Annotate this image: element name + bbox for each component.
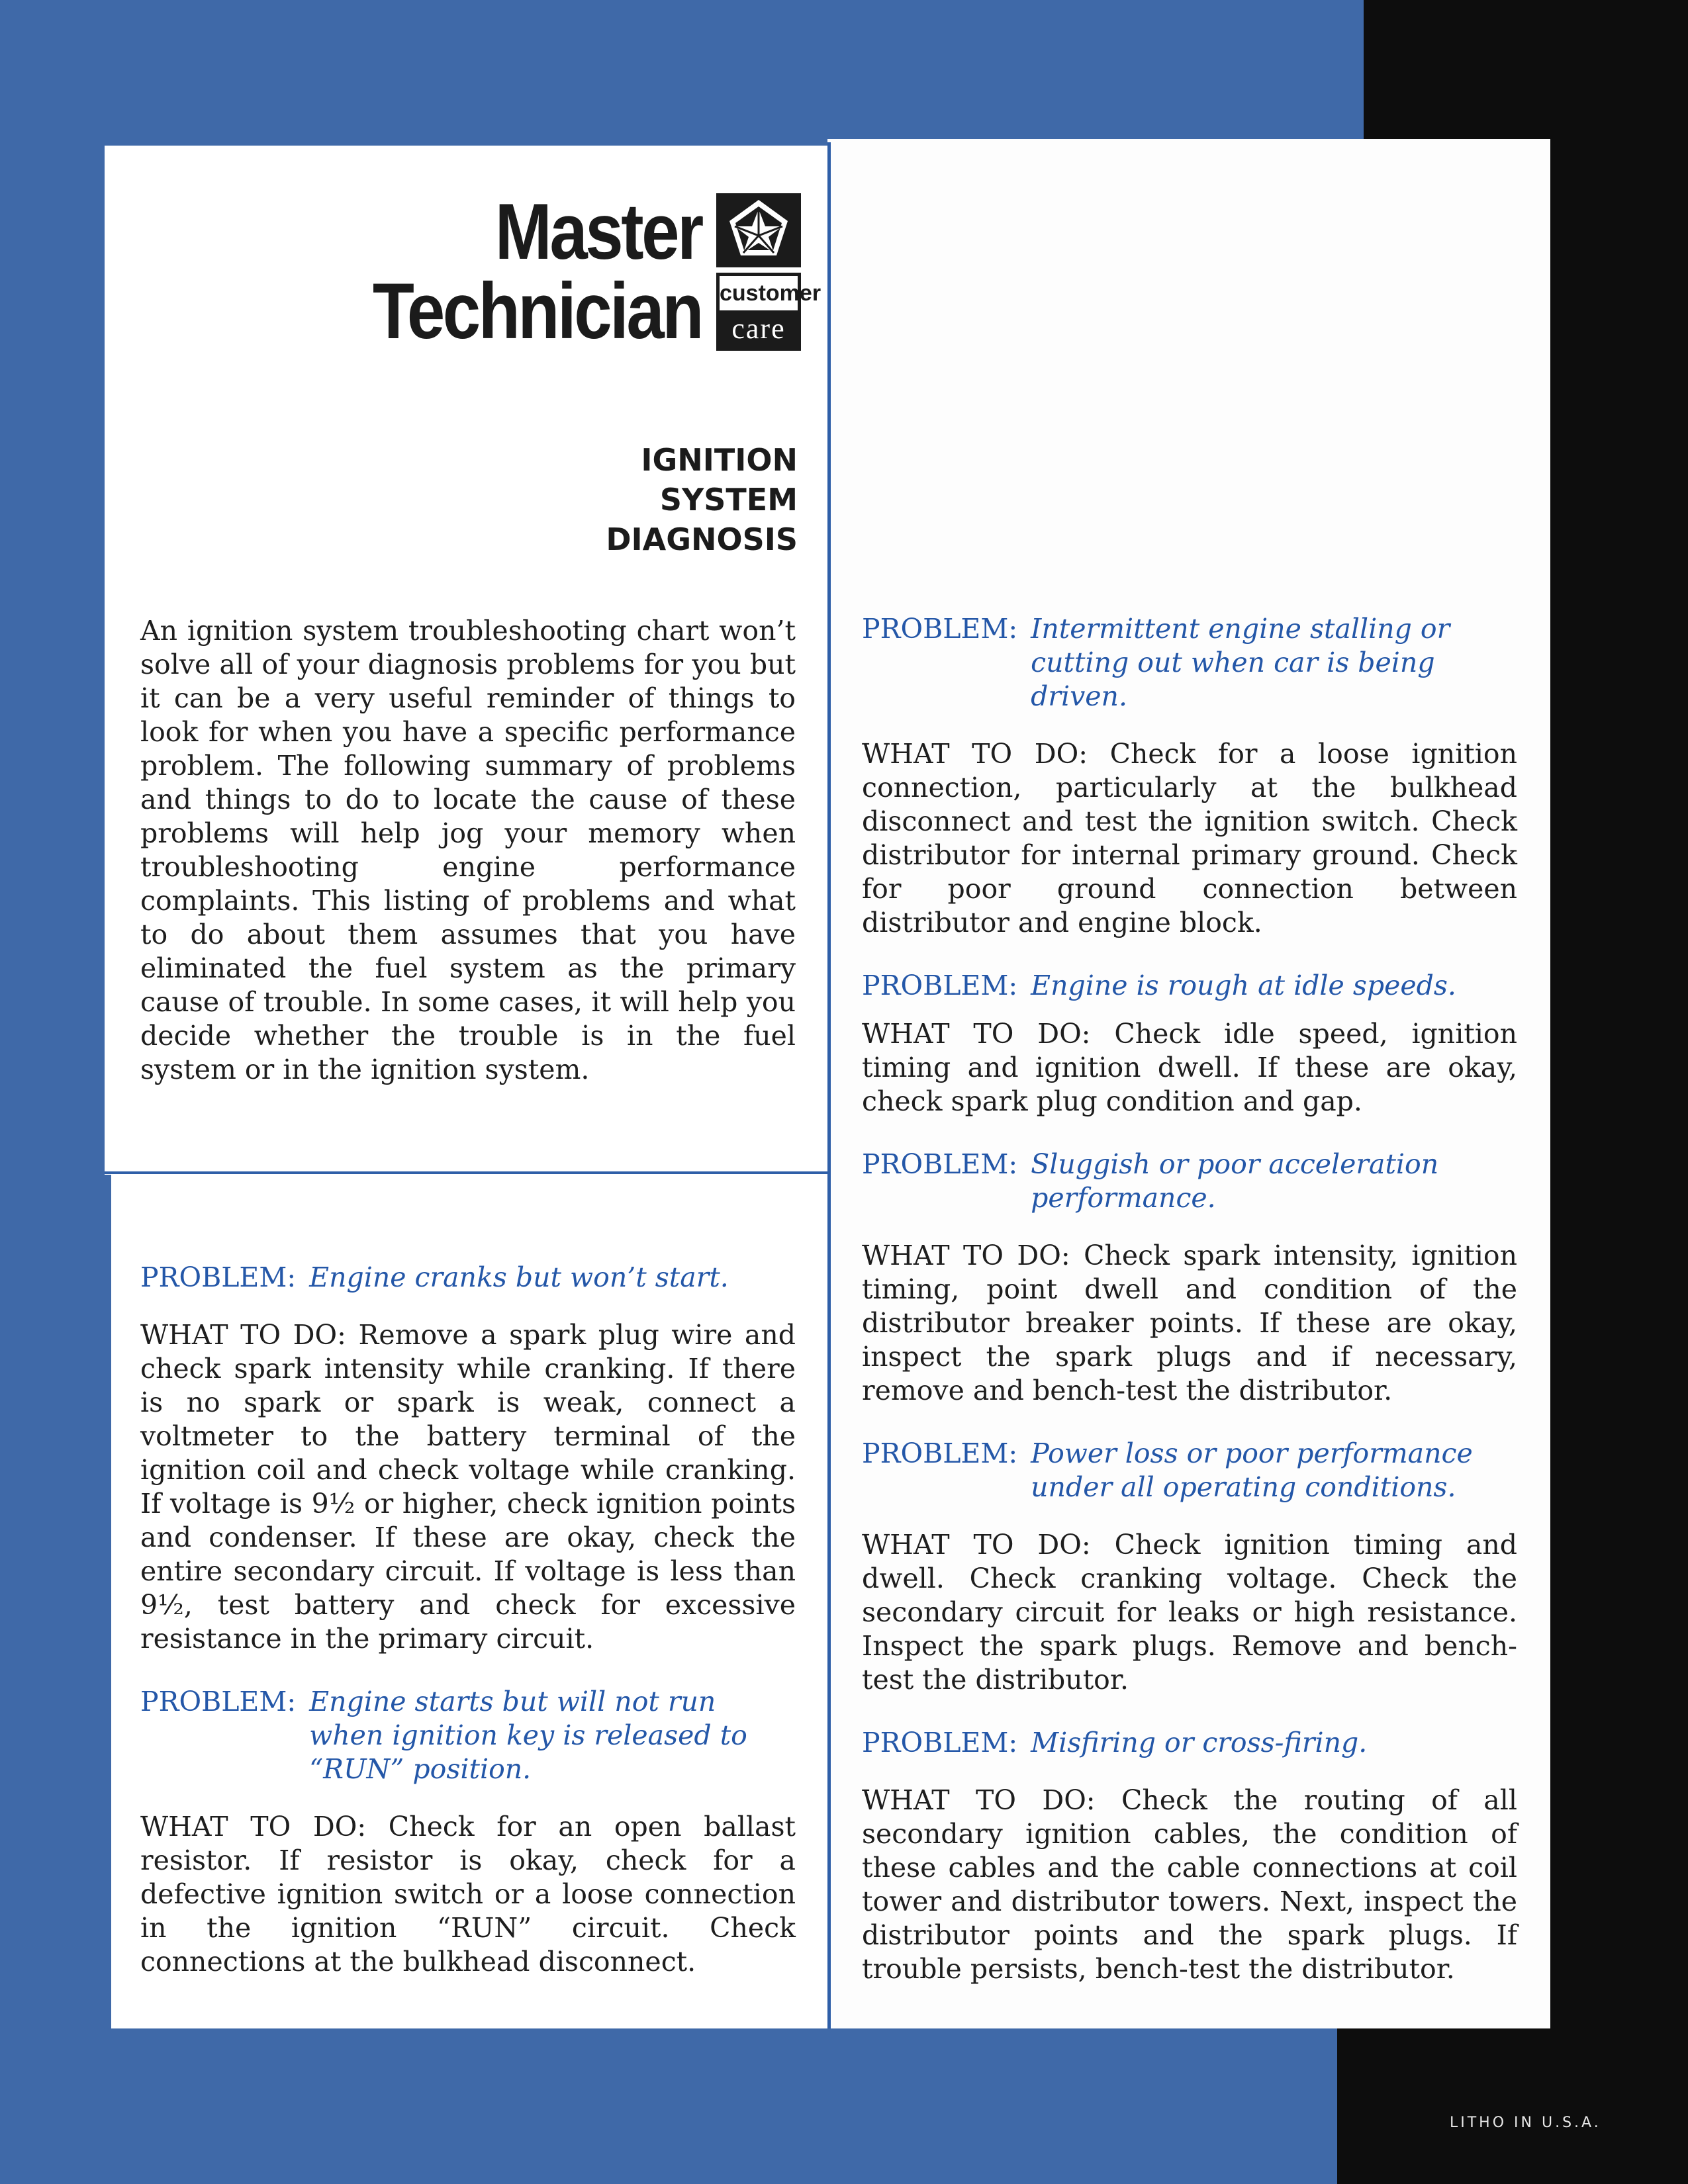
problem-item xyxy=(862,969,1517,1118)
badge-bottom-text: care xyxy=(720,310,798,347)
page-title xyxy=(520,440,798,559)
pentastar-icon xyxy=(726,197,792,263)
problem-text: Engine is rough at idle speeds. xyxy=(1031,970,1456,1001)
problem-item xyxy=(862,1148,1517,1408)
problem-label: PROBLEM: xyxy=(862,970,1018,1001)
problem-text: Intermittent engine stalling or cutting out when car is being driven. xyxy=(1031,613,1450,712)
problem-text: Misfiring or cross-firing. xyxy=(1031,1727,1368,1758)
what-to-do-text: Remove a spark plug wire and check spark intensity while cranking. If there is no spark or spark is weak, connect a voltmeter to the battery terminal of the ignition coil and check voltage while cranking. If voltage is 9½ or higher, check ignition points and condenser. If these are okay, check the entire secondary circuit. If voltage is less than 9½, test battery and check for excessive resistance in the primary circuit. xyxy=(140,1319,796,1655)
problem-item xyxy=(862,1437,1517,1697)
master-technician-logo xyxy=(371,187,821,364)
right-problem-list xyxy=(862,612,1517,1986)
what-to-do-label: WHAT TO DO: xyxy=(862,1529,1091,1561)
problem-item xyxy=(140,1685,796,1979)
logo-line-technician: Technician xyxy=(372,267,702,355)
problem-label: PROBLEM: xyxy=(140,1261,297,1293)
what-to-do-text: Check the routing of all secondary ignition cables, the condition of these cables and the cable connections at coil tower and distributor towers. Next, inspect the distributor points and the spark plugs. If trouble persists, bench-test the distributor. xyxy=(862,1784,1517,1985)
problem-label: PROBLEM: xyxy=(140,1686,297,1717)
what-to-do-label: WHAT TO DO: xyxy=(862,1018,1091,1050)
blue-edge-strip xyxy=(1337,0,1364,152)
what-to-do-text: Check for a loose ignition connection, particularly at the bulkhead disconnect and test the ignition switch. Check distributor for internal primary ground. Check for poor ground connection between distributor and engine block. xyxy=(862,738,1517,938)
problem-label: PROBLEM: xyxy=(862,1437,1018,1469)
printer-imprint: LITHO IN U.S.A. xyxy=(1450,2115,1601,2131)
problem-label: PROBLEM: xyxy=(862,1727,1018,1758)
title-line-2: SYSTEM xyxy=(659,482,798,518)
what-to-do-text: Check spark intensity, ignition timing, point dwell and condition of the distributor breaker points. If these are okay, inspect the spark plugs and if necessary, remove and bench-test the distributor. xyxy=(862,1240,1517,1406)
logo-line-master: Master xyxy=(494,187,702,276)
left-problem-list xyxy=(140,1261,796,1979)
intro-paragraph: An ignition system troubleshooting chart won’t solve all of your diagnosis problems for you but it can be a very useful reminder of things to look for when you have a specific performance problem. The following summary of problems and things to do to locate the cause of these problems will help jog your memory when troubleshooting engine performance complaints. This listing of problems and what to do about them assumes that you have eliminated the fuel system as the primary cause of trouble. In some cases, it will help you decide whether the trouble is in the fuel system or in the ignition system. xyxy=(140,615,796,1085)
what-to-do-label: WHAT TO DO: xyxy=(862,1784,1096,1816)
problem-text: Engine cranks but won’t start. xyxy=(309,1261,729,1293)
what-to-do-label: WHAT TO DO: xyxy=(140,1319,346,1351)
what-to-do-label: WHAT TO DO: xyxy=(140,1811,367,1843)
problem-text: Sluggish or poor acceleration performance. xyxy=(1031,1148,1439,1214)
title-line-3: DIAGNOSIS xyxy=(606,522,798,557)
problem-item xyxy=(140,1261,796,1656)
title-line-1: IGNITION xyxy=(641,442,798,478)
pentastar-badge xyxy=(716,193,801,267)
what-to-do-label: WHAT TO DO: xyxy=(862,1240,1070,1271)
problem-label: PROBLEM: xyxy=(862,1148,1018,1180)
vertical-divider xyxy=(827,142,831,2028)
badge-top-text: customer xyxy=(720,281,821,306)
customer-care-badge xyxy=(716,273,821,351)
what-to-do-text: Check ignition timing and dwell. Check cranking voltage. Check the secondary circuit for leaks or high resistance. Inspect the spark plugs. Remove and bench-test the distributor. xyxy=(862,1529,1517,1696)
what-to-do-label: WHAT TO DO: xyxy=(862,738,1088,770)
problem-item xyxy=(862,1726,1517,1986)
what-to-do-text: Check idle speed, ignition timing and ignition dwell. If these are okay, check spark plug condition and gap. xyxy=(862,1018,1517,1117)
horizontal-divider xyxy=(105,1171,827,1174)
problem-label: PROBLEM: xyxy=(862,613,1018,645)
problem-text: Power loss or poor performance under all operating conditions. xyxy=(1031,1437,1473,1503)
problem-item xyxy=(862,612,1517,940)
problem-text: Engine starts but will not run when ignition key is released to “RUN” position. xyxy=(309,1686,747,1785)
what-to-do-text: Check for an open ballast resistor. If resistor is okay, check for a defective ignition switch or a loose connection in the ignition “RUN” circuit. Check connections at the bulkhead disconnect. xyxy=(140,1811,796,1978)
